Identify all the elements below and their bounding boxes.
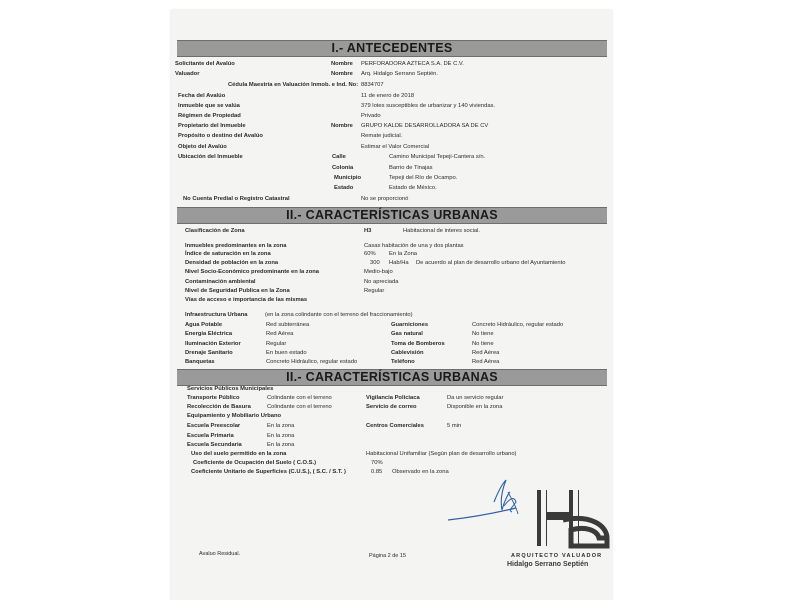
cuenta-label: No Cuenta Predial o Registro Catastral [183,196,290,202]
inmueble-value: 379 lotes susceptibles de urbanizar y 140 viviendas. [361,103,496,109]
footer-left: Avaluo Residual. [199,551,241,557]
infra-label: Energía Eléctrica [185,331,233,337]
estado-label: Estado [334,185,354,191]
clasificacion-value: Habitacional de interes social. [403,228,481,234]
objeto-label: Objeto del Avalúo [178,144,227,150]
vias-label: Vías de acceso e importancia de las mismas [185,297,308,303]
section-title: I.- ANTECEDENTES [331,41,453,55]
centros-label: Centros Comerciales [366,423,424,429]
infra-label: Teléfono [391,359,415,365]
contaminacion-label: Contaminación ambiental [185,279,256,285]
logo-line2: Hidalgo Serrano Septién [507,561,589,568]
infra-value: Red Aérea [472,350,500,356]
uso-value: Habitacional Unifamiliar (Según plan de desarrollo urbano) [366,451,517,457]
cus-value: 0.85 [371,469,383,475]
densidad-num: 300 [370,260,380,266]
densidad-unit: Hab/Ha [389,260,409,266]
servicios-label: Servicios Públicos Municipales [187,386,274,392]
infra-value: Red Aérea [266,331,294,337]
infra-label: Guarniciones [391,322,429,328]
vigilancia-label: Vigilancia Policiaca [366,395,420,401]
estado-value: Estado de México. [389,185,437,191]
municipio-value: Tepeji del Río de Ocampo. [389,175,458,181]
nombre-label: Nombre [331,123,353,129]
centros-value: 5 min [447,423,462,429]
preescolar-label: Escuela Preescolar [187,423,241,429]
municipio-label: Municipio [334,175,362,181]
basura-value: Colindante con el terreno [267,404,332,410]
calle-value: Camino Municipal Tepeji-Cantera s/n. [389,154,486,160]
inmuebles-value: Casas habitación de una y dos plantas [364,243,464,249]
densidad-note: De acuerdo al plan de desarrollo urbano del Ayuntamiento [416,260,566,266]
section-header [177,369,607,386]
infra-value: Red subterránea [266,322,310,328]
fecha-label: Fecha del Avalúo [178,93,226,99]
clasificacion-label: Clasificación de Zona [185,228,245,234]
infra-value: No tiene [472,331,494,337]
proposito-value: Remate judicial. [361,133,403,139]
seguridad-label: Nivel de Seguridad Publica en la Zona [185,288,290,294]
clasificacion-code: H3 [364,228,372,234]
transporte-label: Transporte Público [187,395,240,401]
secundaria-value: En la zona [267,442,295,448]
seguridad-value: Regular [364,288,385,294]
secundaria-label: Escuela Secundaria [187,442,242,448]
nombre-label: Nombre [331,61,353,67]
document-page [171,10,612,600]
logo-line1: ARQUITECTO VALUADOR [511,553,603,559]
cos-value: 70% [371,460,383,466]
cedula-value: 8834707 [361,82,384,88]
infra-value: Regular [266,341,287,347]
infra-label: Toma de Bomberos [391,341,445,347]
section-header [177,40,607,57]
basura-label: Recolección de Basura [187,404,251,410]
infra-note: (en la zona colindante con el terreno del fraccionamiento) [265,312,413,318]
inmueble-label: Inmueble que se valúa [178,103,240,109]
valuador-value: Arq. Hidalgo Serrano Septién. [361,71,439,77]
infra-value: No tiene [472,341,494,347]
saturacion-pct: 60% [364,251,376,257]
infra-value: Concreto Hidráulico, regular estado [472,322,564,328]
solicitante-value: PERFORADORA AZTECA S.A. DE C.V. [361,61,464,67]
transporte-value: Colindante con el terreno [267,395,332,401]
section-title: II.- CARACTERÍSTICAS URBANAS [286,370,498,384]
nombre-label: Nombre [331,71,353,77]
calle-label: Calle [332,154,346,160]
ubicacion-label: Ubicación del Inmueble [178,154,243,160]
contaminacion-value: No apreciada [364,279,399,285]
equipamiento-label: Equipamiento y Mobiliario Urbano [187,413,282,419]
section-title: II.- CARACTERÍSTICAS URBANAS [286,208,498,222]
regimen-value: Privado [361,113,381,119]
propietario-value: GRUPO KALDE DESARROLLADORA SA DE CV [361,123,489,129]
fecha-value: 11 de enero de 2018 [361,93,415,99]
inmuebles-label: Inmuebles predominantes en la zona [185,243,287,249]
primaria-value: En la zona [267,433,295,439]
page-number: Página 2 de 15 [369,553,407,559]
cus-note: Observado en la zona [392,469,449,475]
vigilancia-value: Da un servicio regular [447,395,504,401]
saturacion-label: Índice de saturación en la zona [185,251,271,257]
cos-label: Coeficiente de Ocupación del Suelo ( C.O.S.) [193,460,317,466]
preescolar-value: En la zona [267,423,295,429]
colonia-value: Barrio de Tinajas [389,165,433,171]
primaria-label: Escuela Primaria [187,433,234,439]
solicitante-label: Solicitante del Avalúo [175,61,235,67]
cedula-label: Cédula Maestría en Valuación Inmob. e Ind. No: [228,82,359,88]
correo-value: Disponible en la zona [447,404,503,410]
infra-value: En buen estado [266,350,307,356]
infra-label: Gas natural [391,331,423,337]
proposito-label: Propósito o destino del Avalúo [178,133,263,139]
infra-value: Red Aérea [472,359,500,365]
valuador-label: Valuador [175,71,200,77]
infra-label: Agua Potable [185,322,223,328]
saturacion-value: En la Zona [389,251,418,257]
infra-label: Cablevisión [391,350,424,356]
infra-label: Banquetas [185,359,215,365]
nivel-label: Nivel Socio-Económico predominante en la zona [185,269,319,275]
section-header [177,207,607,224]
uso-label: Uso del suelo permitido en la zona [191,451,287,457]
propietario-label: Propietario del Inmueble [178,123,246,129]
cuenta-value: No se proporcionó [361,196,409,202]
objeto-value: Estimar el Valor Comercial [361,144,430,150]
cus-label: Coeficiente Unitario de Superficies (C.U.S.), ( S.C. / S.T. ) [191,469,346,475]
infra-value: Concreto Hidráulico, regular estado [266,359,358,365]
nivel-value: Medio-bajo [364,269,393,275]
infra-label: Infraestructura Urbana [185,312,248,318]
regimen-label: Régimen de Propiedad [178,113,241,119]
correo-label: Servicio de correo [366,404,417,410]
colonia-label: Colonia [332,165,354,171]
densidad-label: Densidad de población en la zona [185,260,279,266]
infra-label: Iluminación Exterior [185,341,241,347]
infra-label: Drenaje Sanitario [185,350,233,356]
